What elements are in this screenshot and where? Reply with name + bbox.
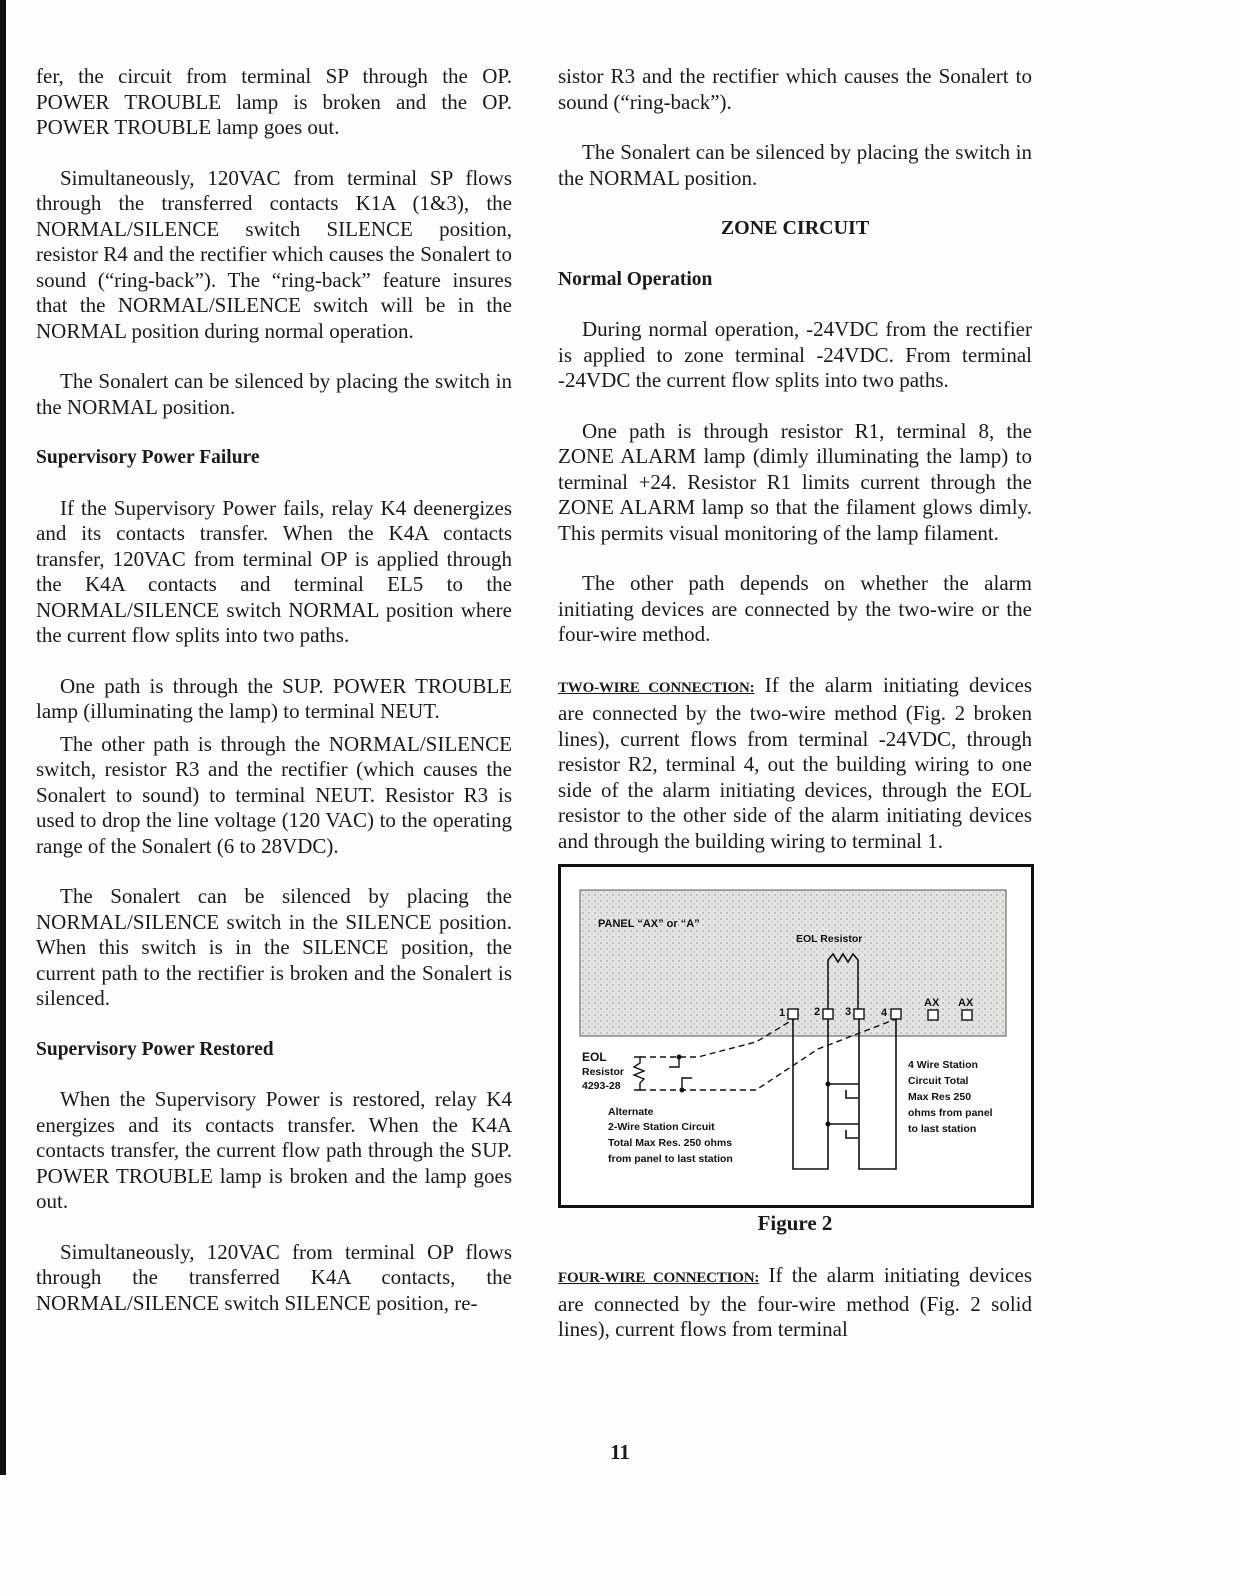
- right-column: [558, 64, 1032, 1343]
- wiring-diagram-svg: [558, 864, 1034, 1208]
- panel-label: PANEL “AX” or “A”: [598, 918, 700, 930]
- paragraph: Simultaneously, 120VAC from terminal OP flows through the transferred K4A contacts, the NORMAL/SILENCE switch SILENCE position, re-: [36, 1239, 512, 1315]
- two-wire-label: TWO-WIRE CONNECTION:: [558, 679, 755, 696]
- terminal-ax-2-label: AX: [958, 997, 974, 1009]
- terminal-1: [788, 1009, 798, 1019]
- four-wire-label-line4: ohms from panel: [908, 1107, 993, 1119]
- left-column: [36, 64, 512, 1316]
- eol-resistor-label: EOL Resistor: [796, 933, 863, 945]
- terminal-3-label: 3: [845, 1006, 852, 1018]
- terminal-ax-1: [928, 1010, 938, 1020]
- section-heading-normal-operation: Normal Operation: [558, 268, 713, 290]
- paragraph: The Sonalert can be silenced by placing the switch in the NORMAL position.: [558, 140, 1032, 190]
- figure-2-wiring-diagram: [558, 864, 1034, 1208]
- page-number: 11: [610, 1440, 630, 1464]
- four-wire-label-line1: 4 Wire Station: [908, 1059, 978, 1071]
- paragraph: The other path is through the NORMAL/SILENCE switch, resistor R3 and the rectifier (which causes the Sonalert to sound) to terminal NEUT. Resistor R3 is used to drop the line voltage (120 VAC) to the operating range of the Sonalert (6 to 28VDC).: [36, 731, 512, 858]
- paragraph-two-wire: [558, 673, 1032, 855]
- terminal-ax-1-label: AX: [924, 997, 940, 1009]
- terminal-2-label: 2: [814, 1006, 821, 1018]
- four-wire-label-line3: Max Res 250: [908, 1091, 972, 1103]
- paragraph: One path is through resistor R1, terminal 8, the ZONE ALARM lamp (dimly illuminating the lamp) to terminal +24. Resistor R1 limits current through the ZONE ALARM lamp so that the filament glows dimly. This permits visual monitoring of the lamp filament.: [558, 418, 1032, 545]
- paragraph: One path is through the SUP. POWER TROUBLE lamp (illuminating the lamp) to terminal NEUT.: [36, 673, 512, 723]
- four-wire-label-line2: Circuit Total: [908, 1075, 969, 1087]
- terminal-1-label: 1: [779, 1007, 786, 1019]
- alternate-label-line1: Alternate: [608, 1106, 654, 1118]
- eol-resistor-label-line3: 4293-28: [582, 1080, 621, 1092]
- alternate-label-line2: 2-Wire Station Circuit: [608, 1121, 715, 1133]
- section-heading-zone-circuit: ZONE CIRCUIT: [720, 217, 870, 239]
- paragraph: sistor R3 and the rectifier which causes the Sonalert to sound (“ring-back”).: [558, 64, 1032, 114]
- paragraph: If the Supervisory Power fails, relay K4 deenergizes and its contacts transfer. When the K4A contacts transfer, 120VAC from terminal OP is applied through the K4A contacts and terminal EL5 to the NORMAL/SILENCE switch NORMAL position where the current flow splits into two paths.: [36, 495, 512, 647]
- section-heading-supervisory-power-restored: Supervisory Power Restored: [36, 1038, 274, 1060]
- paragraph: The other path depends on whether the alarm initiating devices are connected by the two-wire or the four-wire method.: [558, 571, 1032, 646]
- terminal-3: [854, 1009, 864, 1019]
- paragraph: The Sonalert can be silenced by placing the NORMAL/SILENCE switch in the SILENCE position. When this switch is in the SILENCE position, the current path to the rectifier is broken and the Sonalert is silenced.: [36, 884, 512, 1010]
- eol-resistor-label-line1: EOL: [582, 1050, 607, 1064]
- eol-resistor-label-line2: Resistor: [582, 1066, 625, 1078]
- terminal-2: [823, 1009, 833, 1019]
- paragraph: When the Supervisory Power is restored, relay K4 energizes and its contacts transfer. When the K4A contacts transfer, the current flow path through the SUP. POWER TROUBLE lamp is broken and the lamp goes out.: [36, 1087, 512, 1213]
- figure-caption: Figure 2: [757, 1211, 833, 1235]
- four-wire-label-line5: to last station: [908, 1123, 977, 1135]
- terminal-ax-2: [962, 1010, 972, 1020]
- alternate-label-line3: Total Max Res. 250 ohms: [608, 1137, 733, 1149]
- four-wire-label: FOUR-WIRE CONNECTION:: [558, 1270, 760, 1286]
- paragraph: Simultaneously, 120VAC from terminal SP flows through the transferred contacts K1A (1&3), the NORMAL/SILENCE switch SILENCE position, resistor R4 and the rectifier which causes the Sonalert to sound (“ring-back”). The “ring-back” feature insures that the NORMAL/SILENCE switch will be in the NORMAL position during normal operation.: [36, 165, 512, 343]
- terminal-4: [891, 1009, 901, 1019]
- paragraph: During normal operation, -24VDC from the rectifier is applied to zone terminal -24VDC. From terminal -24VDC the current flow splits into two paths.: [558, 317, 1032, 392]
- paragraph-four-wire: [558, 1263, 1032, 1343]
- terminal-4-label: 4: [881, 1007, 888, 1019]
- two-wire-text: If the alarm initiating devices are connected by the two-wire method (Fig. 2 broken lines), current flows from terminal -24VDC, through resistor R2, terminal 4, out the building wiring to one side of the alarm initiating devices, through the EOL resistor to the other side of the alarm initiating devices and through the building wiring to terminal 1.: [558, 672, 1032, 853]
- section-heading-supervisory-power-failure: Supervisory Power Failure: [36, 447, 260, 468]
- alternate-label-line4: from panel to last station: [608, 1153, 733, 1165]
- binding-edge: [0, 0, 6, 1475]
- paragraph: fer, the circuit from terminal SP through the OP. POWER TROUBLE lamp is broken and the OP. POWER TROUBLE lamp goes out.: [36, 64, 512, 139]
- paragraph: The Sonalert can be silenced by placing the switch in the NORMAL position.: [36, 369, 512, 419]
- four-wire-text: If the alarm initiating devices are connected by the four-wire method (Fig. 2 solid lines), current flows from terminal: [558, 1263, 1032, 1341]
